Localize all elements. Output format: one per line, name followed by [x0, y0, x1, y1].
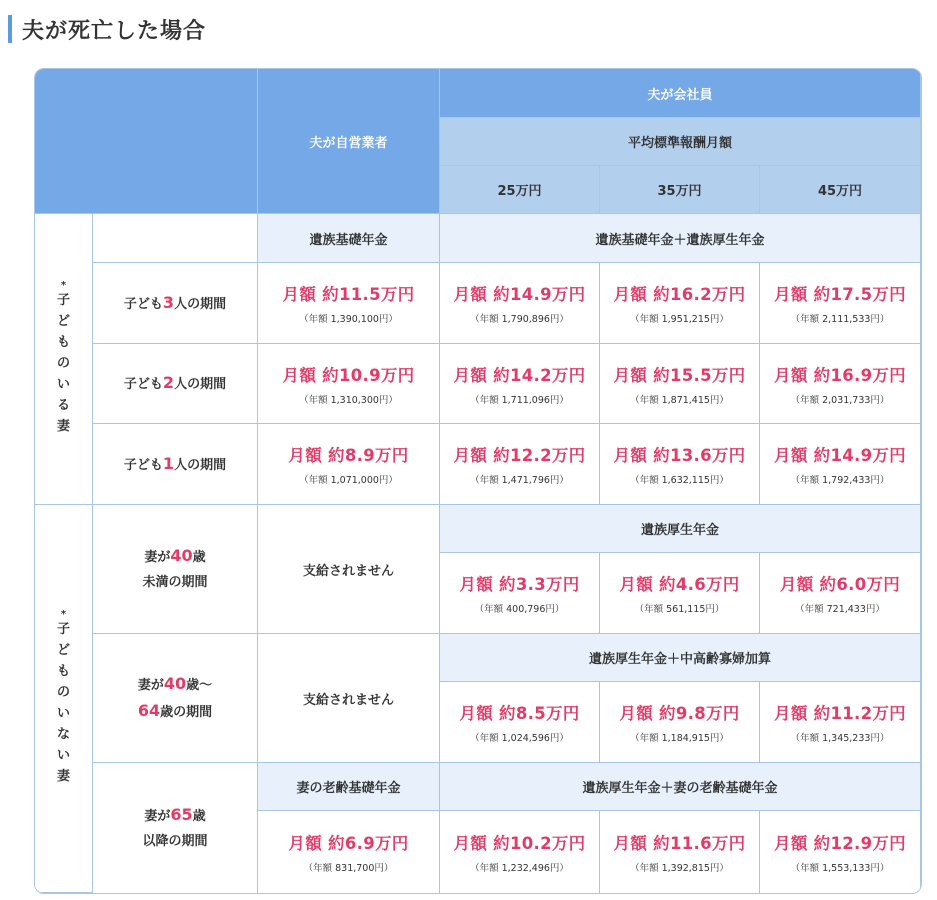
pension-type-employee: [440, 763, 921, 811]
pension-type-employee: [440, 214, 921, 263]
row-label-65-plus: 妻が65歳 以降の期間: [93, 763, 258, 893]
monthly-amount: 月額 約10.9万円: [282, 365, 415, 385]
group-without-children: [35, 505, 93, 893]
row-label-40-64: 妻が40歳〜 64歳の期間: [93, 634, 258, 763]
title-accent-bar: [8, 15, 12, 43]
section-title: [8, 14, 206, 44]
amount-cell: [440, 424, 600, 505]
header-self-employed-label: 夫が自営業者: [309, 135, 388, 151]
annual-amount: （年額 561,115円）: [634, 604, 725, 615]
annual-amount: （年額 1,071,000円）: [299, 475, 398, 486]
amount-cell: [760, 344, 921, 424]
monthly-amount: 月額 約11.6万円: [613, 834, 746, 853]
monthly-amount: 月額 約13.6万円: [613, 446, 746, 465]
group-with-children: [35, 214, 93, 505]
monthly-amount: 月額 約14.2万円: [453, 365, 586, 385]
not-paid-cell: [258, 634, 440, 763]
pension-type-label: 遺族厚生年金＋妻の老齢基礎年金: [582, 781, 778, 796]
amount-cell: [600, 344, 760, 424]
amount-cell: [258, 811, 440, 893]
header-avg-salary: [440, 118, 921, 166]
salary-col-label: 25万円: [497, 184, 542, 199]
amount-cell: [760, 682, 921, 763]
annual-amount: （年額 400,796円）: [474, 604, 565, 615]
annual-amount: （年額 1,553,133円）: [790, 863, 890, 874]
group-without-children-label: [56, 608, 72, 787]
amount-cell: [440, 682, 600, 763]
annual-amount: （年額 1,471,796円）: [470, 475, 569, 486]
annual-amount: （年額 1,024,596円）: [470, 733, 569, 744]
annual-amount: （年額 831,700円）: [303, 863, 394, 874]
monthly-amount: 月額 約12.9万円: [774, 834, 906, 853]
monthly-amount: 月額 約14.9万円: [774, 446, 906, 465]
header-self-employed: [258, 69, 440, 214]
monthly-amount: 月額 約17.5万円: [774, 285, 906, 304]
not-paid-text: 支給されません: [302, 563, 394, 579]
annual-amount: （年額 1,632,115円）: [630, 475, 729, 486]
monthly-amount: 月額 約16.2万円: [613, 285, 746, 304]
amount-cell: [760, 263, 921, 344]
monthly-amount: 月額 約3.3万円: [459, 575, 580, 594]
annual-amount: （年額 2,111,533円）: [790, 314, 890, 325]
amount-cell: [258, 344, 440, 424]
annual-amount: （年額 1,390,100円）: [299, 314, 398, 325]
pension-type-employee: [440, 634, 921, 682]
pension-type-label: 遺族基礎年金: [309, 232, 388, 248]
monthly-amount: 月額 約6.0万円: [779, 575, 901, 594]
header-salary-35: [600, 166, 760, 214]
header-employee-label: 夫が会社員: [647, 87, 713, 103]
page-title: 夫が死亡した場合: [22, 18, 207, 44]
monthly-amount: 月額 約4.6万円: [619, 575, 740, 594]
group-label-text: 子どものいる妻: [56, 292, 70, 434]
header-salary-45: [760, 166, 921, 214]
annual-amount: （年額 1,951,215円）: [630, 314, 729, 325]
monthly-amount: 月額 約6.9万円: [288, 834, 409, 853]
amount-cell: [600, 553, 760, 634]
amount-cell: [600, 811, 760, 893]
monthly-amount: 月額 約12.2万円: [453, 446, 586, 465]
annual-amount: （年額 1,184,915円）: [630, 733, 729, 744]
footnote-star: *: [60, 279, 67, 291]
not-paid-text: 支給されません: [302, 692, 394, 708]
salary-col-label: 35万円: [657, 184, 702, 199]
row-label-children-1: 子ども1人の期間: [93, 424, 258, 505]
amount-cell: [600, 263, 760, 344]
row-label-under-40: 妻が40歳 未満の期間: [93, 505, 258, 634]
annual-amount: （年額 1,310,300円）: [299, 394, 398, 406]
annual-amount: （年額 1,345,233円）: [790, 733, 890, 744]
amount-cell: [440, 263, 600, 344]
pension-type-label: 妻の老齢基礎年金: [296, 781, 401, 796]
pension-type-self: [258, 763, 440, 811]
row-label-children-3: 子ども3人の期間: [93, 263, 258, 344]
salary-col-label: 45万円: [817, 184, 863, 199]
annual-amount: （年額 1,792,433円）: [790, 475, 890, 486]
header-employee: [440, 69, 921, 118]
group-label-text: 子どものいない妻: [56, 621, 70, 784]
amount-cell: [760, 424, 921, 505]
annual-amount: （年額 2,031,733円）: [790, 394, 890, 406]
annual-amount: （年額 1,790,896円）: [470, 314, 569, 325]
annual-amount: （年額 1,711,096円）: [470, 394, 569, 406]
annual-amount: （年額 721,433円）: [795, 604, 885, 615]
monthly-amount: 月額 約8.9万円: [288, 446, 409, 465]
amount-cell: [258, 263, 440, 344]
monthly-amount: 月額 約15.5万円: [613, 365, 746, 385]
header-corner: [35, 69, 258, 214]
row-label-children-2: 子ども2人の期間: [93, 344, 258, 424]
annual-amount: （年額 1,232,496円）: [470, 863, 569, 874]
group-with-children-label: [56, 279, 72, 437]
header-avg-salary-label: 平均標準報酬月額: [627, 136, 732, 151]
pension-type-employee: [440, 505, 921, 553]
monthly-amount: 月額 約16.9万円: [774, 365, 906, 385]
amount-cell: [258, 424, 440, 505]
annual-amount: （年額 1,871,415円）: [630, 394, 729, 406]
pension-type-label: 遺族厚生年金＋中高齢寡婦加算: [588, 652, 771, 667]
not-paid-cell: [258, 505, 440, 634]
footnote-star: *: [60, 608, 67, 620]
amount-cell: [600, 424, 760, 505]
pension-type-self: [258, 214, 440, 263]
pension-type-label: 遺族厚生年金: [640, 523, 719, 538]
amount-cell: [440, 811, 600, 893]
monthly-amount: 月額 約8.5万円: [459, 704, 580, 723]
amount-cell: [440, 553, 600, 634]
monthly-amount: 月額 約14.9万円: [453, 285, 586, 304]
pension-table: [34, 68, 922, 894]
monthly-amount: 月額 約9.8万円: [619, 704, 740, 723]
amount-cell: [760, 553, 921, 634]
row-label-blank: [93, 214, 258, 263]
amount-cell: [440, 344, 600, 424]
monthly-amount: 月額 約11.2万円: [774, 704, 906, 723]
header-salary-25: [440, 166, 600, 214]
pension-type-label: 遺族基礎年金＋遺族厚生年金: [595, 232, 765, 248]
amount-cell: [600, 682, 760, 763]
monthly-amount: 月額 約11.5万円: [282, 285, 415, 304]
amount-cell: [760, 811, 921, 893]
monthly-amount: 月額 約10.2万円: [453, 834, 586, 853]
annual-amount: （年額 1,392,815円）: [630, 863, 729, 874]
